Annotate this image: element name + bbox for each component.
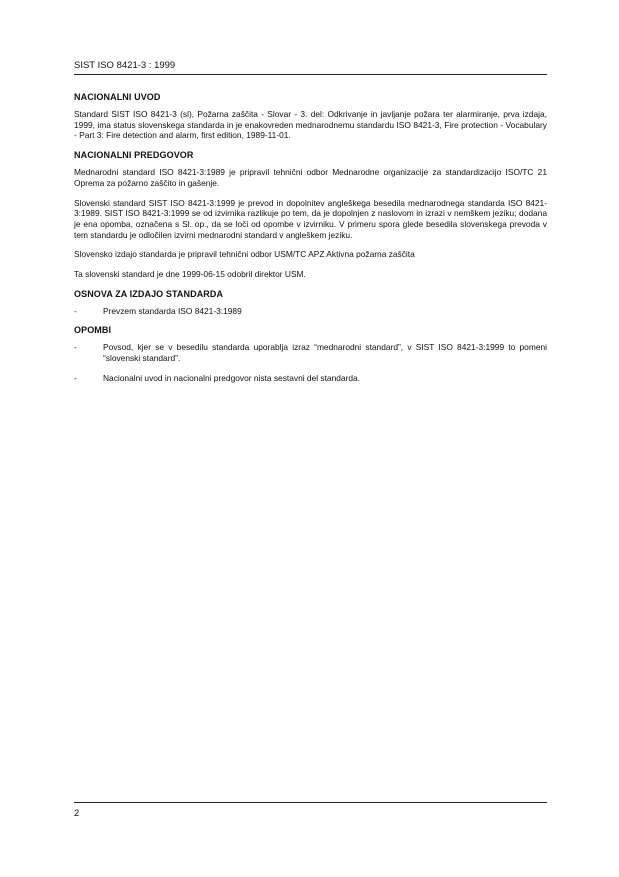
paragraph: Ta slovenski standard je dne 1999-06-15 odobril direktor USM.: [74, 269, 306, 280]
list-item: [74, 342, 547, 363]
list-dash: -: [74, 372, 77, 383]
section-osnova: [74, 289, 547, 317]
running-header: SIST ISO 8421-3 : 1999: [74, 60, 176, 71]
section-heading: NACIONALNI PREDGOVOR: [74, 150, 194, 161]
page-number: 2: [74, 808, 80, 819]
section-heading: OSNOVA ZA IZDAJO STANDARDA: [74, 288, 224, 299]
list-item-text: Prevzem standarda ISO 8421-3:1989: [103, 305, 242, 316]
list-item-text: Povsod, kjer se v besedilu standarda uporablja izraz “mednarodni standard”, v SIST ISO 8421-3:1999 to pomeni “slovenski standard”.: [103, 342, 547, 364]
paragraph: Standard SIST ISO 8421-3 (sl), Požarna zaščita - Slovar - 3. del: Odkrivanje in javljanje požara ter alarmiranje, prva izdaja, 1999, ima status slovenskega standarda in je enakovreden mednarodnemu standardu ISO 8421-3, Fire protection - Vocabulary - Part 3: Fire detection and alarm, first edition, 1989-11-01.: [74, 109, 547, 141]
section-heading: OPOMBI: [74, 325, 112, 336]
section-opombi: [74, 325, 547, 383]
paragraph: Slovensko izdajo standarda je pripravil tehnični odbor USM/TC APZ Aktivna požarna zaščita: [74, 249, 415, 260]
list-item: [74, 373, 547, 384]
paragraph: Mednarodni standard ISO 8421-3:1989 je pripravil tehnični odbor Mednarodne organizacije za standardizacijo ISO/TC 21 Oprema za požarno zaščito in gašenje.: [74, 167, 547, 188]
list-item-text: Nacionalni uvod in nacionalni predgovor nista sestavni del standarda.: [103, 372, 360, 383]
paragraph: Slovenski standard SIST ISO 8421-3:1999 je prevod in dopolnitev angleškega besedila mednarodnega standarda ISO 8421-3:1989. SIST ISO 8421-3:1999 se od izvirnika razlikuje po tem, da je dopolnjen z naslovom in izrazi v nemškem jeziku; dodana je ena opomba, označena s Sl. op., da se loči od opombe v izvirniku. V primeru spora glede besedila slovenskega prevoda v tem standardu je odločilen izvirni mednarodni standard v angleškem jeziku.: [74, 197, 547, 240]
section-nacionalni-predgovor: [74, 150, 547, 280]
page-content: [74, 92, 547, 393]
section-nacionalni-uvod: [74, 92, 547, 141]
list-dash: -: [74, 342, 77, 353]
header-divider: [74, 74, 547, 75]
list-item: [74, 306, 547, 317]
list-dash: -: [74, 305, 77, 316]
section-heading: NACIONALNI UVOD: [74, 92, 161, 102]
footer-divider: [74, 802, 547, 803]
